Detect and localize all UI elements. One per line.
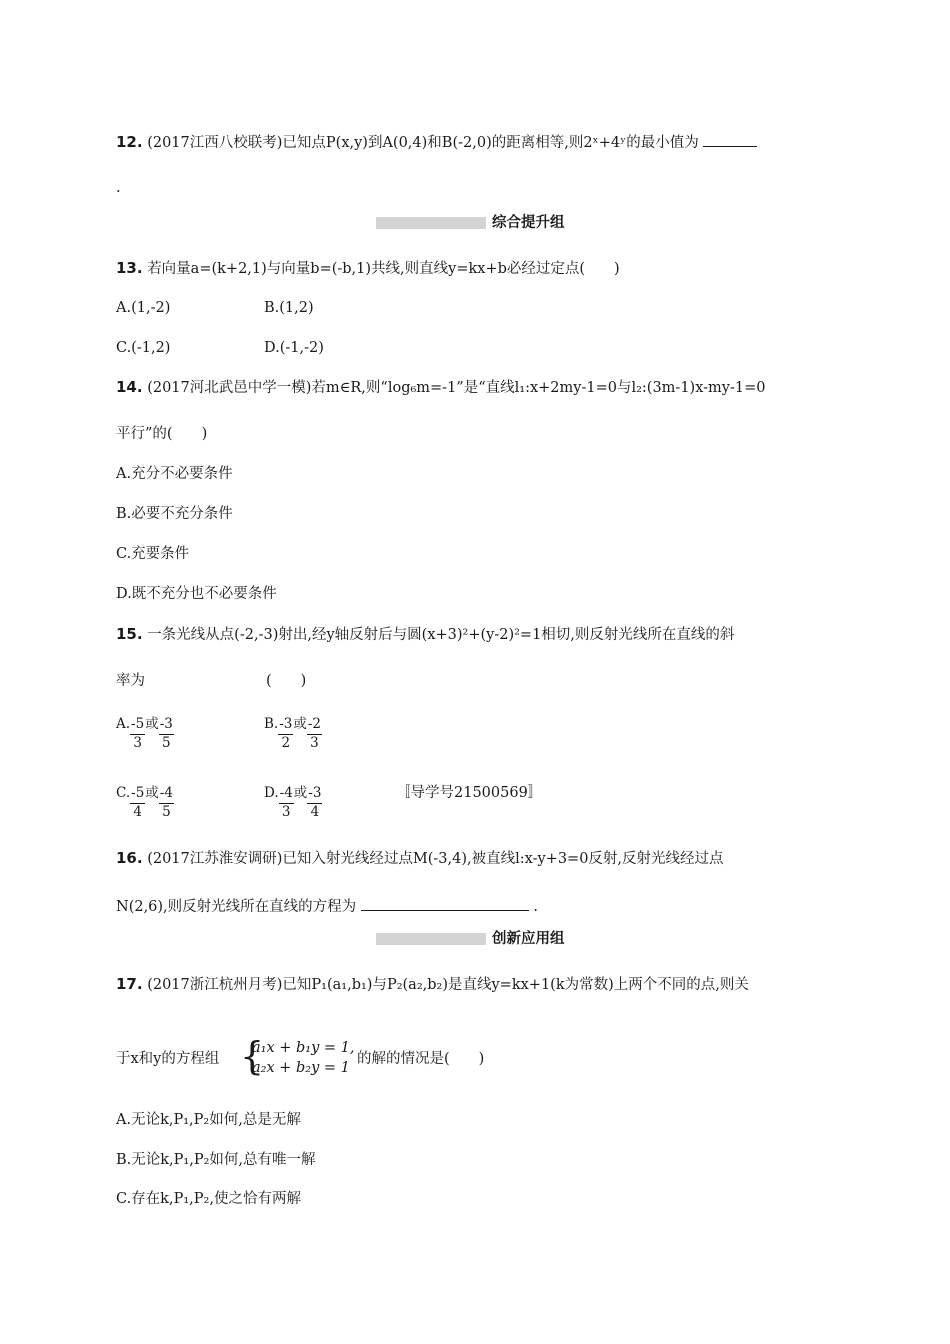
question-16-line2 [116, 896, 538, 917]
equation-system [240, 1034, 360, 1082]
fraction [279, 785, 294, 820]
numerator: -3 [279, 716, 293, 732]
numerator: -3 [308, 785, 322, 801]
option-label: C. [116, 785, 131, 801]
banner-bar [376, 217, 486, 229]
fraction [278, 716, 293, 751]
option-a [116, 716, 174, 751]
option-c [116, 785, 174, 820]
or-text: 或 [145, 716, 159, 732]
question-text: (2017江苏淮安调研)已知入射光线经过点M(-3,4),被直线l:x-y+3=0反射,反射光线经过点 [147, 851, 724, 867]
answer-blank [361, 896, 529, 911]
option-c: C.存在k,P₁,P₂,使之恰有两解 [116, 1191, 301, 1207]
numerator: -4 [279, 785, 293, 801]
option-b: B.无论k,P₁,P₂如何,总有唯一解 [116, 1152, 316, 1168]
question-text: 一条光线从点(-2,-3)射出,经y轴反射后与圆(x+3)²+(y-2)²=1相切,则反射光线所在直线的斜 [147, 627, 735, 643]
option-b [264, 716, 322, 751]
question-number: 17. [116, 975, 143, 993]
question-text: (2017江西八校联考)已知点P(x,y)到A(0,4)和B(-2,0)的距离相等,则2ˣ+4ʸ的最小值为 [147, 135, 699, 151]
banner-bar [376, 933, 486, 945]
question-12-line2: . [116, 180, 121, 196]
answer-paren: ( ) [266, 673, 307, 689]
option-d: D.既不充分也不必要条件 [116, 586, 277, 602]
section-title: 综合提升组 [492, 215, 565, 231]
fraction [159, 716, 174, 751]
or-text: 或 [293, 785, 308, 801]
option-label: A. [116, 716, 131, 732]
question-number: 15. [116, 625, 143, 643]
numerator: -4 [159, 785, 173, 801]
question-12 [116, 132, 757, 153]
numerator: -2 [307, 716, 322, 732]
question-number: 12. [116, 133, 143, 151]
question-text: 若向量a=(k+2,1)与向量b=(-b,1)共线,则直线y=kx+b必经过定点( ) [147, 261, 620, 277]
equation-1: a₁x + b₁y = 1, [252, 1040, 355, 1056]
question-text: N(2,6),则反射光线所在直线的方程为 [116, 899, 357, 915]
question-14-line2: 平行”的( ) [116, 426, 208, 442]
fraction [307, 785, 322, 820]
option-label: D. [264, 785, 279, 801]
option-b: B.(1,2) [264, 300, 314, 316]
or-text: 或 [293, 716, 307, 732]
option-a: A.无论k,P₁,P₂如何,总是无解 [116, 1112, 301, 1128]
numerator: -5 [131, 785, 145, 801]
fraction [159, 785, 174, 820]
answer-blank [703, 132, 757, 147]
fraction [307, 716, 322, 751]
section-title: 创新应用组 [492, 931, 565, 947]
option-c: C.(-1,2) [116, 340, 171, 356]
denominator: 4 [307, 803, 322, 820]
question-13 [116, 258, 620, 279]
question-17-line2-post: 的解的情况是( ) [357, 1051, 485, 1067]
denominator: 3 [307, 734, 322, 751]
denominator: 5 [159, 803, 174, 820]
or-text: 或 [145, 785, 159, 801]
question-16 [116, 848, 724, 869]
option-c: C.充要条件 [116, 546, 190, 562]
option-a: A.(1,-2) [116, 300, 171, 316]
question-number: 16. [116, 849, 143, 867]
fraction [130, 716, 145, 751]
question-text: 率为 [116, 673, 145, 689]
option-a: A.充分不必要条件 [116, 466, 233, 482]
question-number: 13. [116, 259, 143, 277]
denominator: 4 [130, 803, 145, 820]
denominator: 5 [159, 734, 174, 751]
equation-2: a₂x + b₂y = 1 [252, 1060, 350, 1076]
denominator: 2 [278, 734, 293, 751]
reference-number: 〚导学号21500569〛 [396, 785, 543, 801]
numerator: -5 [131, 716, 145, 732]
numerator: -3 [159, 716, 173, 732]
brace: { [240, 1034, 265, 1078]
question-14 [116, 377, 765, 398]
question-17 [116, 974, 749, 995]
question-15-line2 [116, 671, 145, 691]
period: . [533, 899, 538, 915]
question-text: (2017河北武邑中学一模)若m∈R,则“log₆m=-1”是“直线l₁:x+2my-1=0与l₂:(3m-1)x-my-1=0 [147, 380, 766, 396]
question-number: 14. [116, 378, 143, 396]
question-15 [116, 624, 734, 645]
fraction [130, 785, 145, 820]
denominator: 3 [130, 734, 145, 751]
denominator: 3 [279, 803, 294, 820]
option-d [264, 785, 322, 820]
question-17-line2-pre: 于x和y的方程组 [116, 1051, 220, 1067]
question-text: (2017浙江杭州月考)已知P₁(a₁,b₁)与P₂(a₂,b₂)是直线y=kx+1(k为常数)上两个不同的点,则关 [147, 977, 749, 993]
option-b: B.必要不充分条件 [116, 506, 233, 522]
option-d: D.(-1,-2) [264, 340, 324, 356]
option-label: B. [264, 716, 279, 732]
